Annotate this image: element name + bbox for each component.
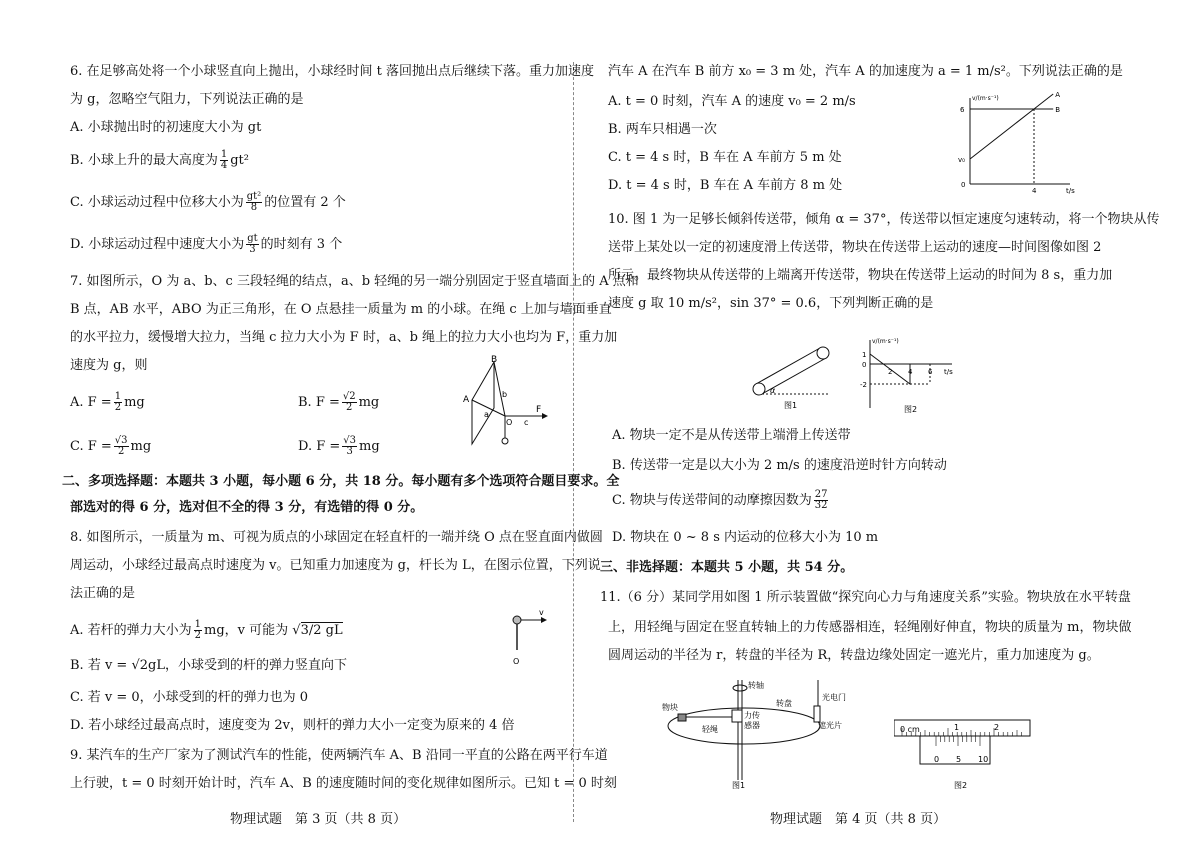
page-footer-right: 物理试题 第 4 页（共 8 页） — [770, 812, 947, 827]
q7-stem-line3: 的水平拉力，缓慢增大拉力，当绳 c 拉力大小为 F 时，a、b 绳上的拉力大小也均为 F，重力加 — [70, 330, 618, 345]
y-tick-label-v0: v₀ — [958, 156, 965, 164]
q6-option-d — [70, 234, 342, 255]
q6-d-post: 的时刻有 3 个 — [260, 237, 343, 252]
q10-velocity-time-chart — [852, 336, 962, 414]
q6-c-post: 的位置有 2 个 — [264, 195, 346, 210]
x-tick-label-6: 6 — [928, 368, 933, 376]
x-axis-label: t/s — [1066, 187, 1075, 194]
q7-rope-diagram — [458, 352, 550, 452]
series-line-A — [970, 94, 1053, 159]
svg-text:B: B — [491, 355, 498, 365]
svg-text:光电门: 光电门 — [822, 693, 846, 702]
section2-heading-line1: 二、多项选择题：本题共 3 小题，每小题 6 分，共 18 分。每小题有多个选项符合题目要求。全 — [62, 474, 620, 489]
x-axis-label: t/s — [944, 368, 953, 376]
svg-text:遮光片: 遮光片 — [818, 721, 842, 730]
y-tick-label-1: 1 — [862, 351, 867, 359]
q11-vernier-caliper — [894, 716, 1034, 794]
q10-option-d: D. 物块在 0 ~ 8 s 内运动的位移大小为 10 m — [612, 530, 879, 545]
svg-text:c: c — [524, 418, 529, 427]
q6-d-text: D. 小球运动过程中速度大小为 — [70, 237, 245, 252]
q6-stem-line1: 6. 在足够高处将一个小球竖直向上抛出，小球经时间 t 落回抛出点后继续下落。重力加速度 — [70, 64, 595, 79]
q9-option-d: D. t = 4 s 时，B 车在 A 车前方 8 m 处 — [608, 178, 843, 193]
page-footer-left: 物理试题 第 3 页（共 8 页） — [230, 812, 407, 827]
svg-text:物块: 物块 — [662, 703, 678, 712]
svg-text:2: 2 — [994, 723, 1000, 732]
ball — [502, 438, 508, 444]
svg-text:A: A — [463, 395, 470, 405]
q11-stem-line2: 上，用轻绳与固定在竖直转轴上的力传感器相连，轻绳刚好伸直，物块的质量为 m，物块做 — [608, 620, 1132, 635]
q10-option-a: A. 物块一定不是从传送带上端滑上传送带 — [612, 428, 851, 443]
q10-conveyor-figure — [742, 340, 838, 412]
q8-option-c: C. 若 v = 0，小球受到的杆的弹力也为 0 — [70, 690, 309, 705]
section2-heading-line2: 部选对的得 6 分，选对但不全的得 3 分，有选错的得 0 分。 — [70, 500, 424, 515]
q6-d-fraction: $\frac{gt}{3}$ — [247, 233, 258, 255]
svg-text:图1: 图1 — [784, 401, 798, 410]
q8-rod-diagram — [505, 606, 553, 670]
q8-option-b: B. 若 v = √2gL，小球受到的杆的弹力竖直向下 — [70, 658, 347, 673]
sensor — [732, 710, 742, 722]
q9-velocity-time-chart — [948, 92, 1088, 194]
svg-text:F: F — [536, 405, 542, 415]
q10-stem-line2: 送带上某处以一定的初速度滑上传送带，物块在传送带上运动的速度—时间图像如图 2 — [608, 240, 1102, 255]
series-line — [870, 354, 930, 384]
svg-text:O: O — [506, 418, 513, 427]
q7-option-d: D. F = $\frac{√3}{3}$ mg — [298, 435, 380, 457]
svg-text:b: b — [502, 390, 508, 399]
svg-text:1: 1 — [954, 723, 960, 732]
q9-option-c: C. t = 4 s 时，B 车在 A 车前方 5 m 处 — [608, 150, 842, 165]
q6-option-b — [70, 150, 249, 171]
svg-text:力传: 力传 — [744, 711, 760, 720]
svg-text:v: v — [539, 608, 544, 617]
svg-text:a: a — [484, 410, 489, 419]
q10-stem-line1: 10. 图 1 为一足够长倾斜传送带，倾角 α = 37°，传送带以恒定速度匀速转动，将一个物块从传 — [608, 212, 1160, 227]
series-label-A: A — [1055, 92, 1060, 99]
q6-b-fraction: $\frac{1}{4}$ — [220, 149, 228, 171]
q7-option-c: C. F = $\frac{√3}{2}$ mg — [70, 435, 152, 457]
q9-option-b: B. 两车只相遇一次 — [608, 122, 717, 137]
q6-c-text: C. 小球运动过程中位移大小为 — [70, 195, 244, 210]
y-tick-label-0: 0 — [862, 361, 867, 369]
q8-option-a: A. 若杆的弹力大小为 $\frac{1}{2}$ mg，v 可能为 √3/2 gL — [70, 619, 343, 641]
q8-stem-line2: 周运动，小球经过最高点时速度为 v。已知重力加速度为 g，杆长为 L，在图示位置，下列说 — [70, 558, 601, 573]
svg-text:α: α — [770, 386, 776, 395]
svg-text:转盘: 转盘 — [776, 699, 792, 708]
q6-stem-line2: 为 g，忽略空气阻力，下列说法正确的是 — [70, 92, 304, 107]
svg-text:10: 10 — [978, 755, 989, 764]
x-tick-label-0: 0 — [961, 181, 966, 189]
svg-text:图2: 图2 — [954, 781, 968, 790]
q9-stem-line2: 上行驶，t = 0 时刻开始计时，汽车 A、B 的速度随时间的变化规律如图所示。已知 t = 0 时刻 — [70, 776, 617, 791]
q8-stem-line3: 法正确的是 — [70, 586, 136, 601]
x-tick-label-4: 4 — [908, 368, 913, 376]
column-divider — [573, 62, 574, 822]
q10-option-b: B. 传送带一定是以大小为 2 m/s 的速度沿逆时针方向转动 — [612, 458, 947, 473]
svg-text:轻绳: 轻绳 — [702, 725, 718, 734]
y-axis-label: v/(m·s⁻¹) — [972, 95, 999, 102]
x-tick-label-2: 2 — [888, 368, 893, 376]
q7-stem-line4: 速度为 g，则 — [70, 358, 148, 373]
svg-text:图1: 图1 — [732, 781, 746, 790]
q9-stem-line3: 汽车 A 在汽车 B 前方 x₀ = 3 m 处，汽车 A 的加速度为 a = 1 m/s²。下列说法正确的是 — [608, 64, 1123, 79]
q6-b-post: gt² — [230, 153, 249, 168]
q6-option-c — [70, 192, 346, 213]
q11-turntable-figure — [660, 676, 860, 792]
q8-option-d: D. 若小球经过最高点时，速度变为 2v，则杆的弹力大小一定变为原来的 4 倍 — [70, 718, 515, 733]
q11-stem-line1: 11.（6 分）某同学用如图 1 所示装置做“探究向心力与角速度关系”实验。物块放在水平转盘 — [600, 590, 1131, 605]
x-tick-label-4: 4 — [1032, 187, 1037, 194]
q7-option-a: A. F = $\frac{1}{2}$ mg — [70, 391, 145, 413]
section3-heading: 三、非选择题：本题共 5 小题，共 54 分。 — [600, 560, 854, 575]
q6-option-a: A. 小球抛出时的初速度大小为 gt — [70, 120, 262, 135]
q8-stem-line1: 8. 如图所示，一质量为 m、可视为质点的小球固定在轻直杆的一端并绕 O 点在竖直面内做圆 — [70, 530, 603, 545]
y-tick-label-6: 6 — [960, 106, 965, 114]
ball — [513, 616, 521, 624]
q10-fig2-caption: 图2 — [904, 405, 918, 414]
wall — [472, 362, 494, 444]
q9-stem-line1: 9. 某汽车的生产厂家为了测试汽车的性能，使两辆汽车 A、B 沿同一平直的公路在两平行车道 — [70, 748, 608, 763]
y-tick-label-neg2: -2 — [860, 381, 867, 389]
series-label-B: B — [1055, 106, 1061, 114]
q6-c-fraction: $\frac{\text{gt²}}{8}$ — [246, 191, 262, 213]
svg-text:O: O — [513, 657, 520, 666]
q7-option-b: B. F = $\frac{√2}{2}$ mg — [298, 391, 380, 413]
q10-stem-line3: 所示。最终物块从传送带的上端离开传送带，物块在传送带上运动的时间为 8 s，重力加 — [608, 268, 1113, 283]
svg-text:0: 0 — [934, 755, 940, 764]
q10-option-c: C. 物块与传送带间的动摩擦因数为 $\frac{27}{32}$ — [612, 489, 828, 511]
q9-option-a: A. t = 0 时刻，汽车 A 的速度 v₀ = 2 m/s — [608, 94, 856, 109]
q10-stem-line4: 速度 g 取 10 m/s²，sin 37° = 0.6，下列判断正确的是 — [608, 296, 934, 311]
y-axis-label: v/(m·s⁻¹) — [872, 338, 899, 345]
svg-text:0 cm: 0 cm — [900, 725, 920, 734]
q7-stem-line2: B 点，AB 水平，ABO 为正三角形，在 O 点悬挂一质量为 m 的小球。在绳 c 上加与墙面垂直 — [70, 302, 612, 317]
q11-stem-line3: 圆周运动的半径为 r，转盘的半径为 R，转盘边缘处固定一遮光片，重力加速度为 g。 — [608, 648, 1100, 663]
svg-text:感器: 感器 — [744, 721, 760, 730]
svg-text:5: 5 — [956, 755, 962, 764]
svg-text:转轴: 转轴 — [748, 681, 764, 690]
block — [678, 714, 686, 721]
q7-stem-line1: 7. 如图所示，O 为 a、b、c 三段轻绳的结点，a、b 轻绳的另一端分别固定于竖直墙面上的 A 点和 — [70, 274, 639, 289]
q6-b-text: B. 小球上升的最大高度为 — [70, 153, 218, 168]
